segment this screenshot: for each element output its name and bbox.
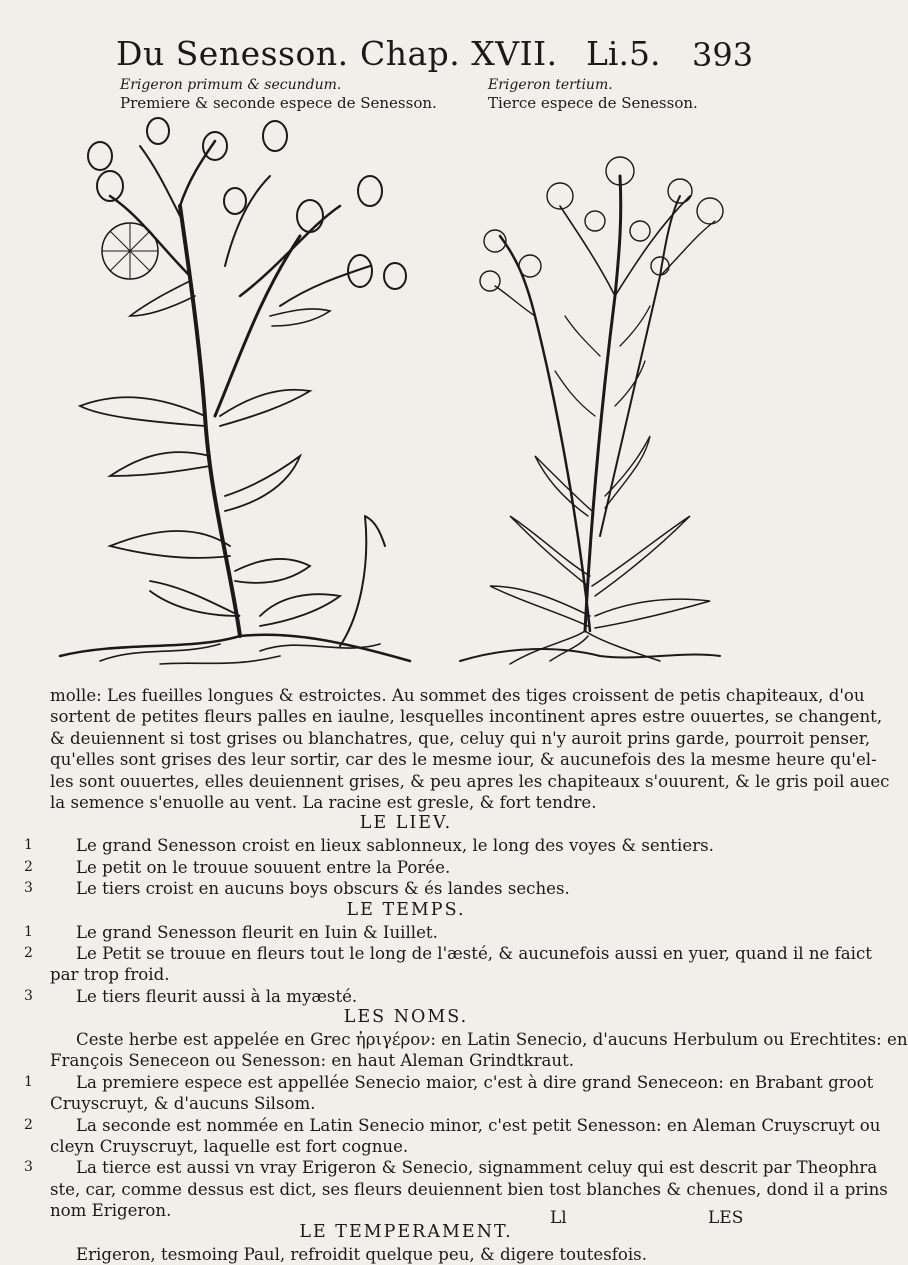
noms-intro-line: Ceste herbe est appelée en Grec ἠριγέρον: en Latin Senecio, d'aucuns Herbulum ou Erechtites: en [76, 1030, 908, 1050]
section-temperament [50, 1244, 762, 1265]
catchword: LES [708, 1208, 744, 1228]
section-temps [24, 922, 872, 1008]
page-number: 393 [692, 36, 754, 74]
signature-mark: Ll [550, 1208, 567, 1228]
noms-line: ste, car, comme dessus est dict, ses fleurs deuiennent bien tost blanches & chenues, dond il a prins [50, 1179, 888, 1199]
margin-number: 1 [24, 1073, 33, 1090]
margin-number: 2 [24, 944, 33, 961]
margin-number: 2 [24, 858, 33, 875]
running-header [0, 28, 800, 72]
noms-line: nom Erigeron. [50, 1201, 172, 1221]
noms-intro-line: François Seneceon ou Senesson: en haut Aleman Grindtkraut. [50, 1051, 575, 1071]
noms-line: Cruyscruyt, & d'aucuns Silsom. [50, 1094, 316, 1114]
temps-line: par trop froid. [50, 965, 170, 985]
erigeron-plant-woodcut [460, 157, 723, 664]
lieu-item [24, 857, 762, 878]
lieu-line: Le petit on le trouue souuent entre la Porée. [76, 857, 451, 877]
caption-left-french: Premiere & seconde espece de Senesson. [120, 94, 437, 112]
section-noms [24, 1072, 888, 1222]
margin-number: 1 [24, 923, 33, 940]
intro-line: les sont ouuertes, elles deuiennent grises, & peu apres les chapiteaux s'ouurent, & le gris poil auec [50, 771, 890, 791]
margin-number: 2 [24, 1116, 33, 1133]
noms-item [24, 1157, 888, 1221]
lieu-line: Le tiers croist en aucuns boys obscurs & és landes seches. [76, 879, 570, 899]
noms-line: La seconde est nommée en Latin Senecio minor, c'est petit Senesson: en Aleman Cruyscruyt ou [76, 1115, 881, 1135]
header-title: Du Senesson. [116, 34, 349, 73]
temperament-line: Erigeron, tesmoing Paul, refroidit quelque peu, & digere toutesfois. [76, 1244, 647, 1264]
temps-line: Le Petit se trouue en fleurs tout le long de l'æsté, & aucunefois aussi en yuer, quand il ne faict [76, 943, 872, 963]
temps-line: Le grand Senesson fleurit en Iuin & Iuillet. [76, 922, 438, 942]
heading-noms: LES NOMS. [343, 1007, 469, 1028]
caption-right-latin: Erigeron tertium. [488, 77, 613, 93]
intro-line: & deuiennent si tost grises ou blanchatres, que, celuy qui n'y auroit prins garde, pourroit penser, [50, 728, 871, 748]
lieu-item [24, 878, 762, 899]
intro-paragraph [50, 685, 890, 813]
intro-line: qu'elles sont grises des leur sortir, car des le mesme iour, & aucunefois des la mesme heure qu'el- [50, 750, 877, 770]
margin-number: 3 [24, 880, 33, 897]
caption-right-french: Tierce espece de Senesson. [488, 94, 698, 112]
lieu-line: Le grand Senesson croist en lieux sablonneux, le long des voyes & sentiers. [76, 836, 714, 856]
senecio-plant-woodcut [60, 118, 410, 664]
header-chapter: Chap. XVII. [360, 34, 558, 73]
caption-right [488, 76, 698, 112]
margin-number: 3 [24, 1159, 33, 1176]
temps-line: Le tiers fleurit aussi à la myæsté. [76, 986, 358, 1006]
temps-item [24, 943, 872, 986]
botanical-illustration [40, 116, 760, 686]
noms-line: La tierce est aussi vn vray Erigeron & Senecio, signamment celuy qui est descrit par Theophra [76, 1158, 878, 1178]
heading-lieu: LE LIEV. [359, 813, 453, 834]
margin-number: 3 [24, 987, 33, 1004]
noms-intro [50, 1029, 908, 1072]
intro-line: sortent de petites fleurs palles en iaulne, lesquelles incontinent apres estre ouuertes, se changent, [50, 707, 883, 727]
heading-temps: LE TEMPS. [346, 899, 466, 920]
heading-temperament: LE TEMPERAMENT. [299, 1221, 513, 1242]
noms-line: cleyn Cruyscruyt, laquelle est fort cognue. [50, 1137, 409, 1157]
body-text [24, 685, 908, 1265]
temps-item [24, 986, 762, 1007]
section-lieu [24, 835, 762, 899]
lieu-item [24, 835, 762, 856]
header-livre: Li.5. [586, 34, 661, 73]
intro-line: molle: Les fueilles longues & estroictes. Au sommet des tiges croissent de petis chapiteaux, d'ou [50, 686, 865, 705]
noms-item [24, 1115, 881, 1158]
margin-number: 1 [24, 837, 33, 854]
temps-item [24, 922, 762, 943]
caption-left-latin: Erigeron primum & secundum. [120, 77, 342, 93]
noms-item [24, 1072, 874, 1115]
caption-left [120, 76, 437, 112]
intro-line: la semence s'enuolle au vent. La racine est gresle, & fort tendre. [50, 792, 597, 812]
noms-line: La premiere espece est appellée Senecio maior, c'est à dire grand Seneceon: en Brabant groot [76, 1072, 874, 1092]
